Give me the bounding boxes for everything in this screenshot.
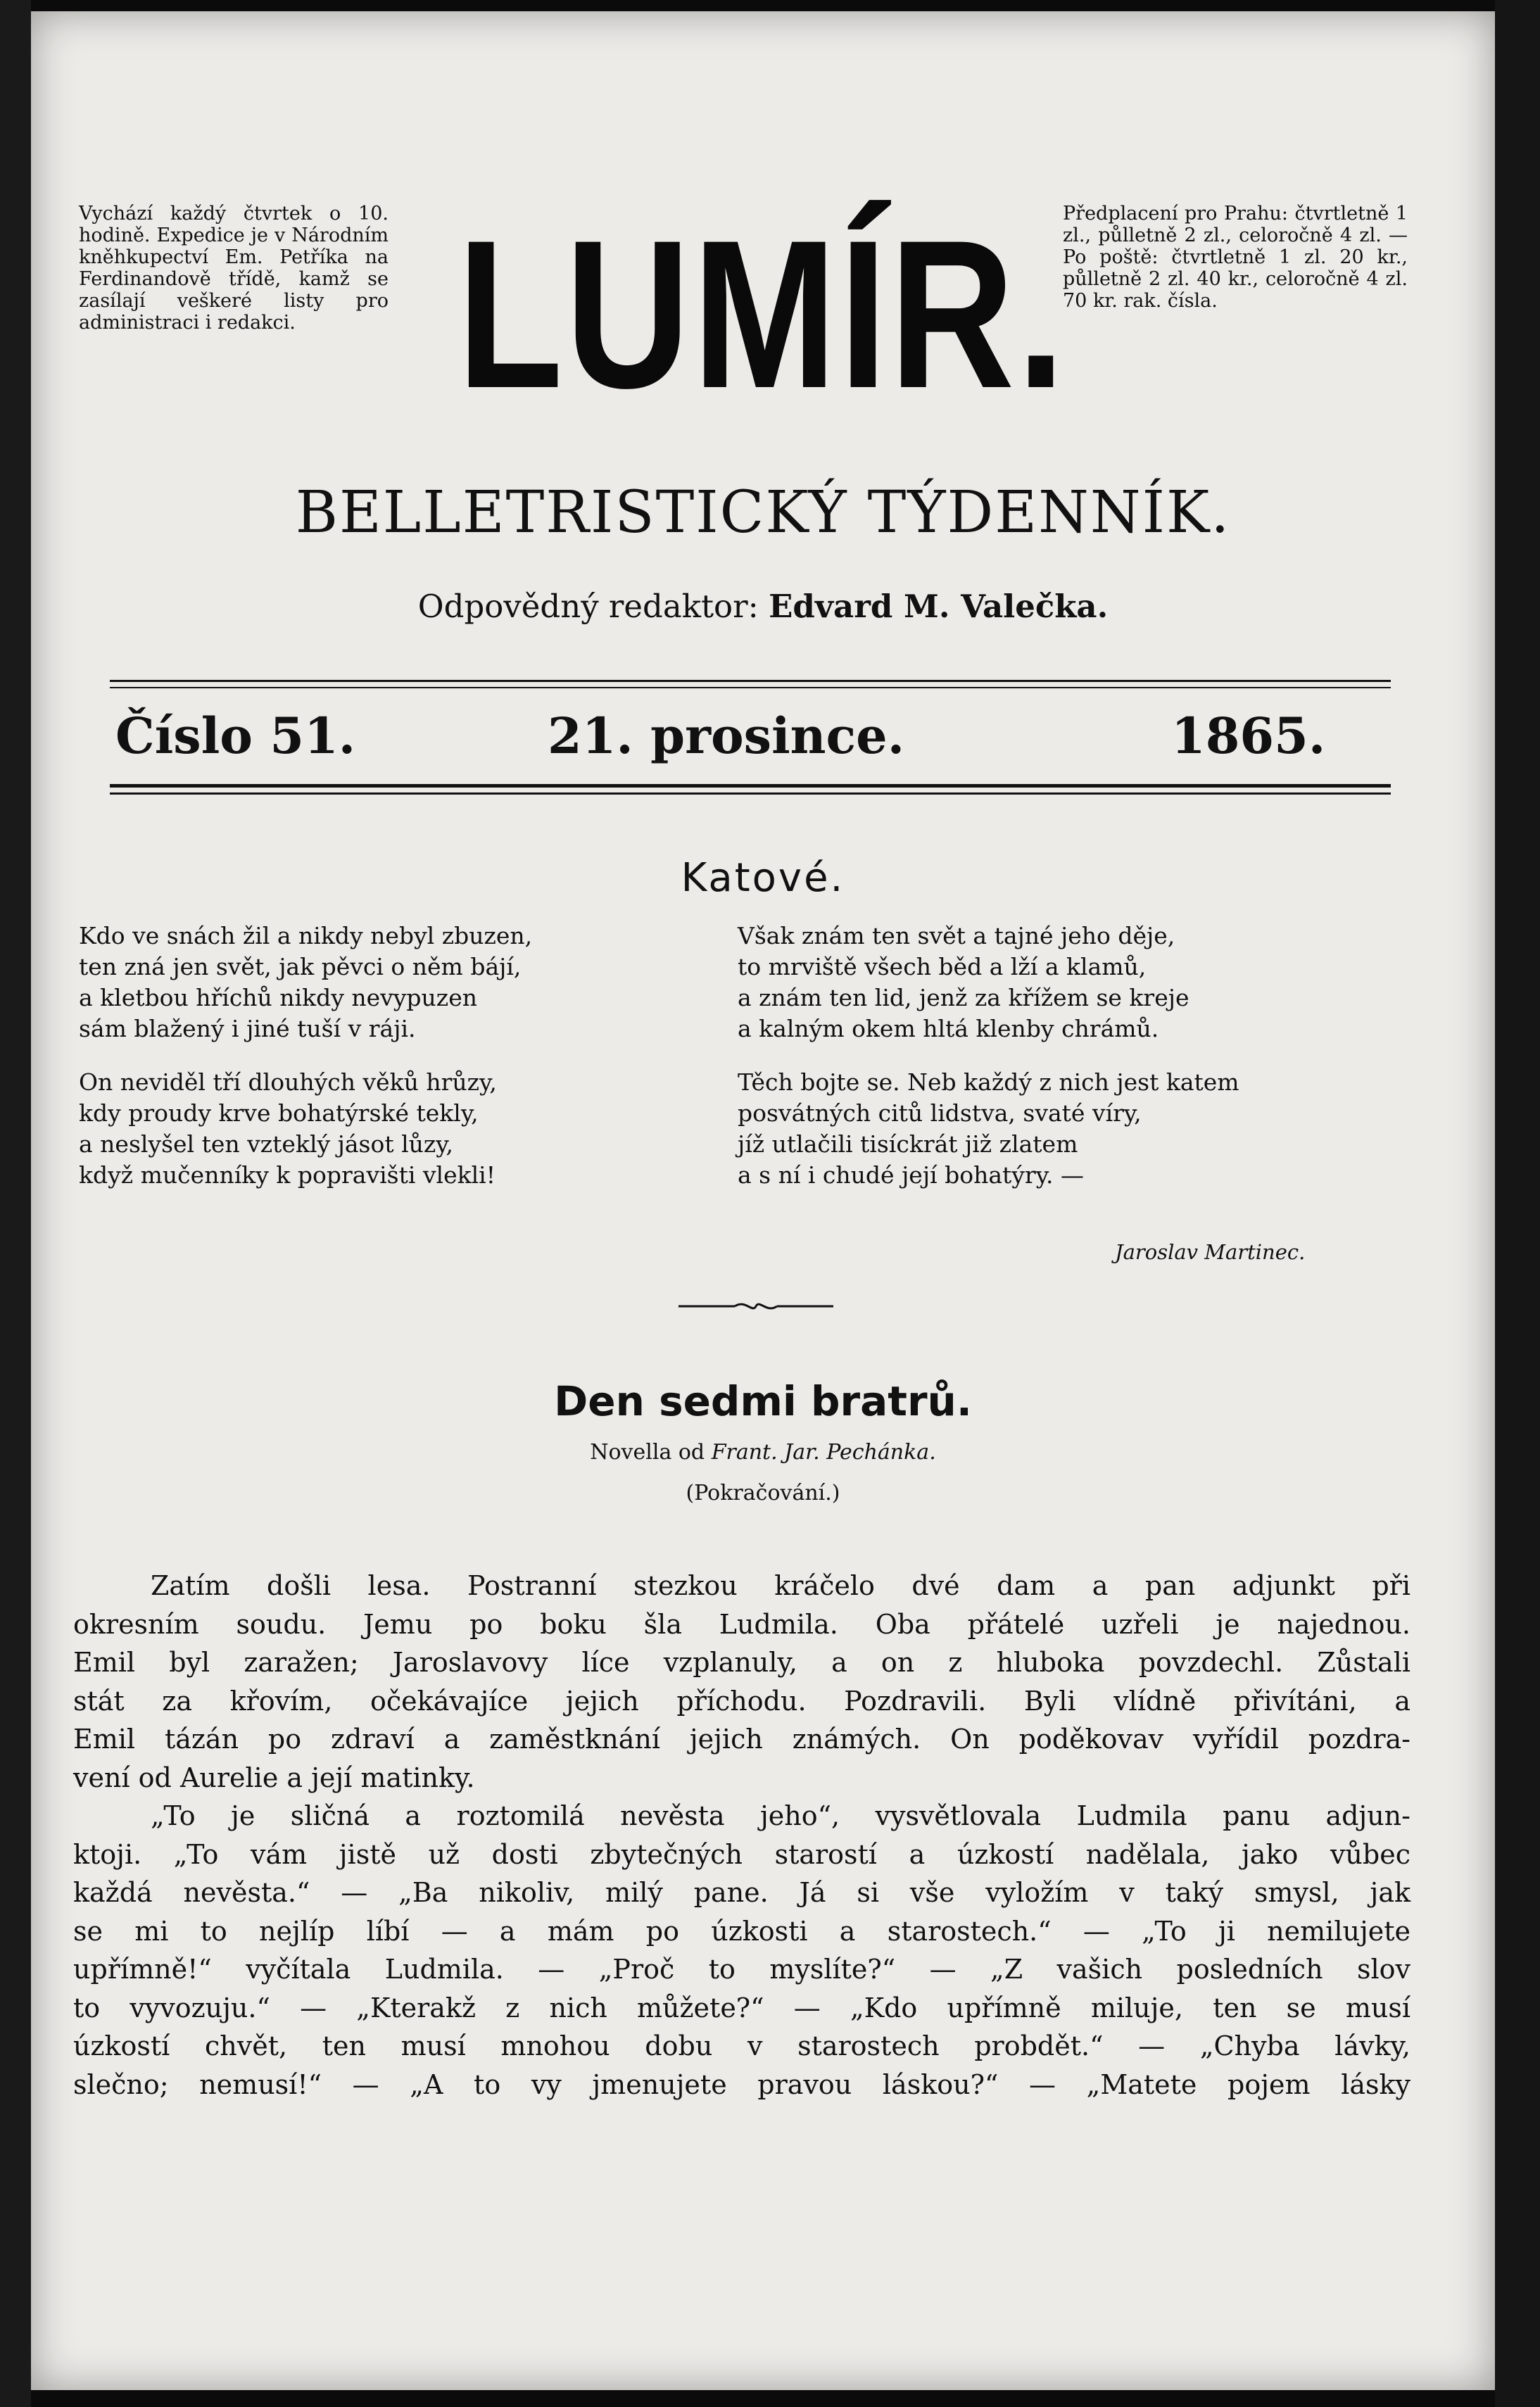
poem-left-column [79, 921, 532, 1213]
poem-line: Však znám ten svět a tajné jeho děje, [738, 922, 1175, 949]
story-title: Den sedmi bratrů. [554, 1377, 972, 1425]
story-line: upřímně!“ vyčítala Ludmila. — „Proč to myslíte?“ — „Z vašich posledních slov [73, 1954, 1410, 1985]
top-rule-thin [110, 687, 1391, 688]
poem-line: Kdo ve snách žil a nikdy nebyl zbuzen, [79, 922, 533, 949]
poem-right-column [738, 921, 1239, 1213]
newspaper-page [31, 11, 1495, 2390]
byline-prefix: Novella od [590, 1440, 705, 1465]
poem-line: jíž utlačili tisíckrát již zlatem [738, 1130, 1078, 1158]
poem-line: Těch bojte se. Neb každý z nich jest katem [738, 1068, 1239, 1096]
byline-author: Frant. Jar. Pechánka. [711, 1440, 936, 1465]
poem-title: Katové. [681, 855, 845, 901]
story-line: Zatím došli lesa. Postranní stezkou kráčelo dvé dam a pan adjunkt při [151, 1570, 1410, 1601]
scan-left-edge [0, 0, 31, 2407]
masthead-title: LUMÍR. [457, 196, 1068, 432]
poem-stanza [79, 1067, 532, 1191]
poem-line: kdy proudy krve bohatýrské tekly, [79, 1099, 479, 1127]
story-line: slečno; nemusí!“ — „A to vy jmenujete pravou láskou?“ — „Matete pojem lásky [73, 2068, 1410, 2100]
story-line: stát za křovím, očekávajíce jejich příchodu. Pozdravili. Byli vlídně přivítáni, a [73, 1685, 1410, 1717]
poem-author: Jaroslav Martinec. [1115, 1240, 1306, 1264]
story-line: úzkostí chvět, ten musí mnohou dobu v starostech probdět.“ — „Chyba lávky, [73, 2030, 1410, 2061]
poem-line: a s ní i chudé její bohatýry. — [738, 1161, 1084, 1189]
poem-line: On neviděl tří dlouhých věků hrůzy, [79, 1068, 497, 1096]
publication-notice: Vychází každý čtvrtek o 10. hodině. Expedice je v Národním kněhkupectví Em. Petříka na Ferdinandově třídě, kamž se zasílají veškeré listy pro administraci i redakci. [79, 203, 389, 334]
story-line: vení od Aurelie a její matinky. [73, 1762, 475, 1793]
issue-year: 1865. [1171, 707, 1326, 765]
story-line: ktoji. „To vám jistě už dosti zbytečných starostí a úzkostí nadělala, jako vůbec [73, 1838, 1410, 1870]
subscription-notice: Předplacení pro Prahu: čtvrtletně 1 zl., půlletně 2 zl., celoročně 4 zl. — Po poště: čtvrtletně 1 zl. 20 kr., půlletně 2 zl. 40 kr., celoročně 4 zl. 70 kr. rak. čísla. [1063, 203, 1408, 312]
poem-line: posvátných citů lidstva, svaté víry, [738, 1099, 1142, 1127]
story-byline [31, 1440, 1495, 1465]
story-continued: (Pokračování.) [686, 1481, 840, 1505]
editor-label: Odpovědný redaktor: [417, 588, 759, 625]
poem-stanza [738, 1067, 1239, 1191]
story-line: okresním soudu. Jemu po boku šla Ludmila. Oba přátelé uzřeli je najednou. [73, 1608, 1410, 1640]
ornament-divider-icon [679, 1299, 833, 1313]
poem-line: a neslyšel ten vzteklý jásot lůzy, [79, 1130, 454, 1158]
top-rule [110, 680, 1391, 682]
issue-number: Číslo 51. [115, 707, 356, 765]
poem-line: a kletbou hříchů nikdy nevypuzen [79, 984, 477, 1011]
poem-line: sám blažený i jiné tuší v ráji. [79, 1015, 416, 1042]
poem-stanza [79, 921, 532, 1044]
story-line: se mi to nejlíp líbí — a mám po úzkosti a starostech.“ — „To ji nemilujete [73, 1915, 1410, 1947]
scan-right-edge [1495, 0, 1540, 2407]
story-line: „To je sličná a roztomilá nevěsta jeho“, vysvětlovala Ludmila panu adjun- [151, 1800, 1410, 1831]
bottom-rule [110, 784, 1391, 788]
publication-subtitle: BELLETRISTICKÝ TÝDENNÍK. [295, 479, 1231, 546]
poem-line: to mrviště všech běd a lží a klamů, [738, 953, 1147, 980]
story-line: to vyvozuju.“ — „Kterakž z nich můžete?“ — „Kdo upřímně miluje, ten se musí [73, 1992, 1410, 2023]
editor-name: Edvard M. Valečka. [769, 588, 1109, 625]
poem-line: a znám ten lid, jenž za křížem se kreje [738, 984, 1189, 1011]
issue-date: 21. prosince. [548, 707, 905, 765]
poem-line: když mučenníky k popravišti vlekli! [79, 1161, 496, 1189]
story-line: Emil byl zaražen; Jaroslavovy líce vzplanuly, a on z hluboka povzdechl. Zůstali [73, 1647, 1410, 1678]
poem-line: a kalným okem hltá klenby chrámů. [738, 1015, 1159, 1042]
editor-line [31, 587, 1495, 626]
bottom-rule-thin [110, 792, 1391, 795]
masthead-container [397, 196, 1068, 432]
story-line: Emil tázán po zdraví a zaměstknání jejich známých. On poděkovav vyřídil pozdra- [73, 1724, 1410, 1755]
poem-line: ten zná jen svět, jak pěvci o něm bájí, [79, 953, 522, 980]
poem-stanza [738, 921, 1239, 1044]
story-line: každá nevěsta.“ — „Ba nikoliv, milý pane. Já si vše vyložím v taký smysl, jak [73, 1877, 1410, 1908]
story-body [73, 1567, 1410, 2104]
